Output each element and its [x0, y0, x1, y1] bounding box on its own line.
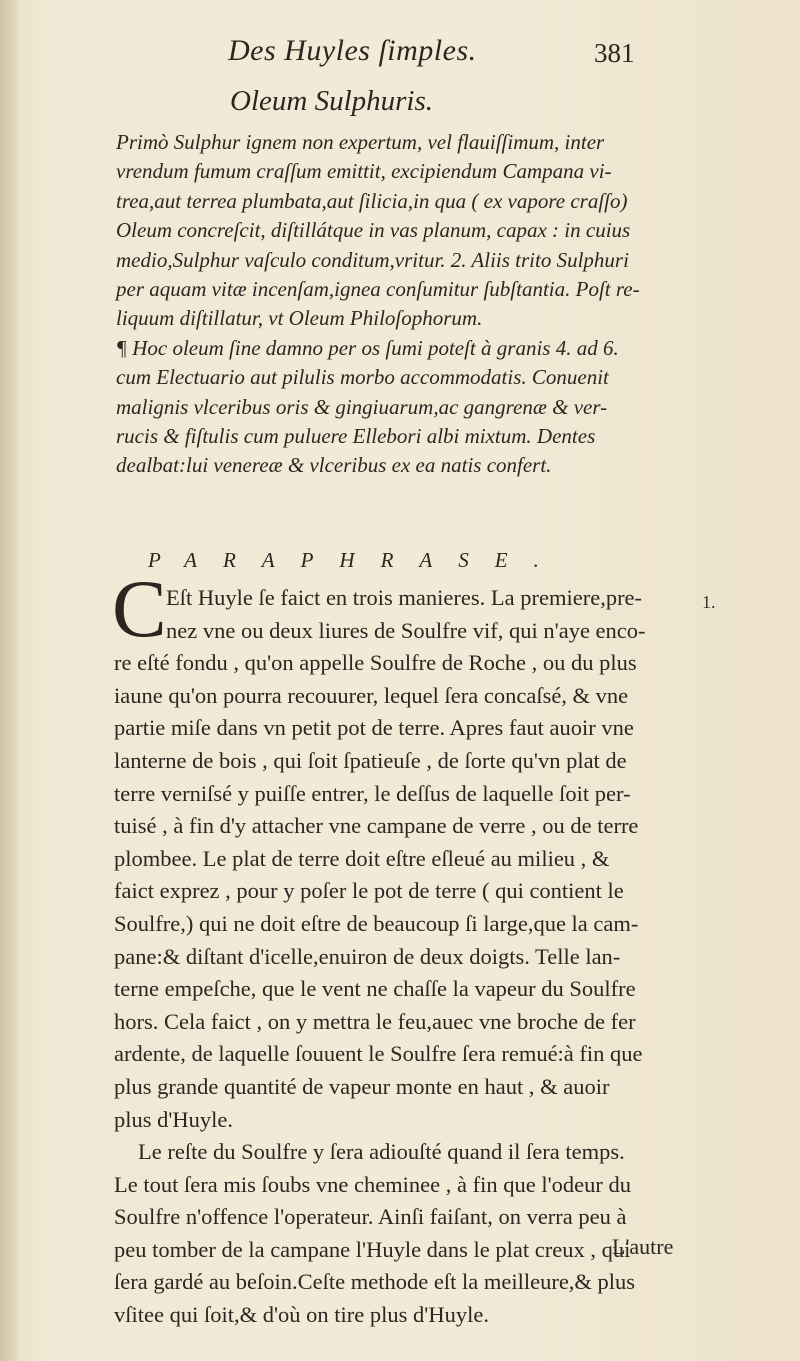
catchword: L'autre — [612, 1234, 674, 1259]
latin-line: Oleum concreſcit, diſtillátque in vas planum, capax : in cuius — [116, 218, 631, 243]
french-line: lanterne de bois , qui ſoit ſpatieuſe , de ſorte qu'vn plat de — [114, 747, 627, 773]
running-head: Des Huyles ſimples. — [228, 34, 477, 67]
page-header — [0, 34, 800, 74]
french-line: Soulfre n'offence l'operateur. Ainſi faiſant, on verra peu à — [114, 1204, 627, 1230]
french-line: ſera gardé au beſoin.Ceſte methode eſt la meilleure,& plus — [114, 1269, 636, 1295]
latin-line: trea,aut terrea plumbata,aut ſilicia,in qua ( ex vapore craſſo) — [116, 188, 628, 213]
french-line: terne empeſche, que le vent ne chaſſe la vapeur du Soulfre — [114, 976, 636, 1002]
french-line: iaune qu'on pourra recouurer, lequel ſera concaſsé, & vne — [114, 682, 629, 708]
margin-note: 1. — [702, 592, 716, 612]
french-line: peu tomber de la campane l'Huyle dans le plat creux , qui — [114, 1236, 631, 1262]
latin-line: cum Electuario aut pilulis morbo accommodatis. Conuenit — [116, 365, 609, 390]
latin-line: per aquam vitæ incenſam,ignea conſumitur ſubſtantia. Poſt re- — [116, 276, 640, 301]
latin-section-title: Oleum Sulphuris. — [230, 85, 433, 117]
french-line: plus d'Huyle. — [114, 1106, 234, 1132]
french-line: pane:& diſtant d'icelle,enuiron de deux doigts. Telle lan- — [114, 943, 621, 969]
latin-line: dealbat:lui venereæ & vlceribus ex ea natis confert. — [116, 453, 552, 478]
french-line: Le reſte du Soulfre y ſera adiouſté quand il ſera temps. — [138, 1139, 625, 1165]
french-line: tuisé , à fin d'y attacher vne campane de verre , ou de terre — [114, 813, 639, 839]
french-line: Eſt Huyle ſe faict en trois manieres. La premiere,pre- — [166, 585, 643, 610]
french-line: faict exprez , pour y poſer le pot de terre ( qui contient le — [114, 878, 624, 904]
latin-line: Primò Sulphur ignem non expertum, vel flauiſſimum, inter — [116, 130, 605, 154]
french-line: vſitee qui ſoit,& d'où on tire plus d'Huyle. — [114, 1302, 489, 1328]
french-line: terre verniſsé y puiſſe entrer, le deſſus de laquelle ſoit per- — [114, 780, 631, 806]
french-line: Le tout ſera mis ſoubs vne cheminee , à fin que l'odeur du — [114, 1171, 632, 1197]
latin-line: vrendum fumum craſſum emittit, excipiendum Campana vi- — [116, 159, 612, 184]
latin-line: medio,Sulphur vaſculo conditum,vritur. 2. Aliis trito Sulphuri — [116, 247, 629, 272]
french-line: Soulfre,) qui ne doit eſtre de beaucoup ſi large,que la cam- — [114, 910, 639, 936]
french-line: hors. Cela faict , on y mettra le feu,auec vne broche de fer — [114, 1008, 636, 1034]
french-line: ardente, de laquelle ſouuent le Soulfre ſera remué:à fin que — [114, 1041, 643, 1067]
french-line: plombee. Le plat de terre doit eſtre eſleué au milieu , & — [114, 845, 610, 871]
latin-line: malignis vlceribus oris & gingiuarum,ac gangrenæ & ver- — [116, 394, 608, 419]
french-line: partie miſe dans vn petit pot de terre. Apres faut auoir vne — [114, 715, 634, 741]
french-line: nez vne ou deux liures de Soulfre vif, qui n'aye enco- — [166, 617, 646, 643]
latin-line: rucis & fiſtulis cum puluere Ellebori albi mixtum. Dentes — [116, 423, 596, 448]
paraphrase-heading: PARAPHRASE. — [148, 548, 565, 572]
page-number: 381 — [594, 38, 635, 68]
latin-line: ¶ Hoc oleum ſine damno per os ſumi poteſt à granis 4. ad 6. — [116, 335, 619, 360]
page-spine-shadow — [0, 0, 18, 1361]
french-line: plus grande quantité de vapeur monte en haut , & auoir — [114, 1073, 610, 1099]
french-line: re eſté fondu , qu'on appelle Soulfre de Roche , ou du plus — [114, 650, 637, 676]
drop-cap: C — [112, 563, 167, 654]
latin-text-block — [116, 128, 686, 481]
french-text-block — [114, 582, 694, 1332]
latin-line: liquum diſtillatur, vt Oleum Philoſophorum. — [116, 306, 483, 331]
